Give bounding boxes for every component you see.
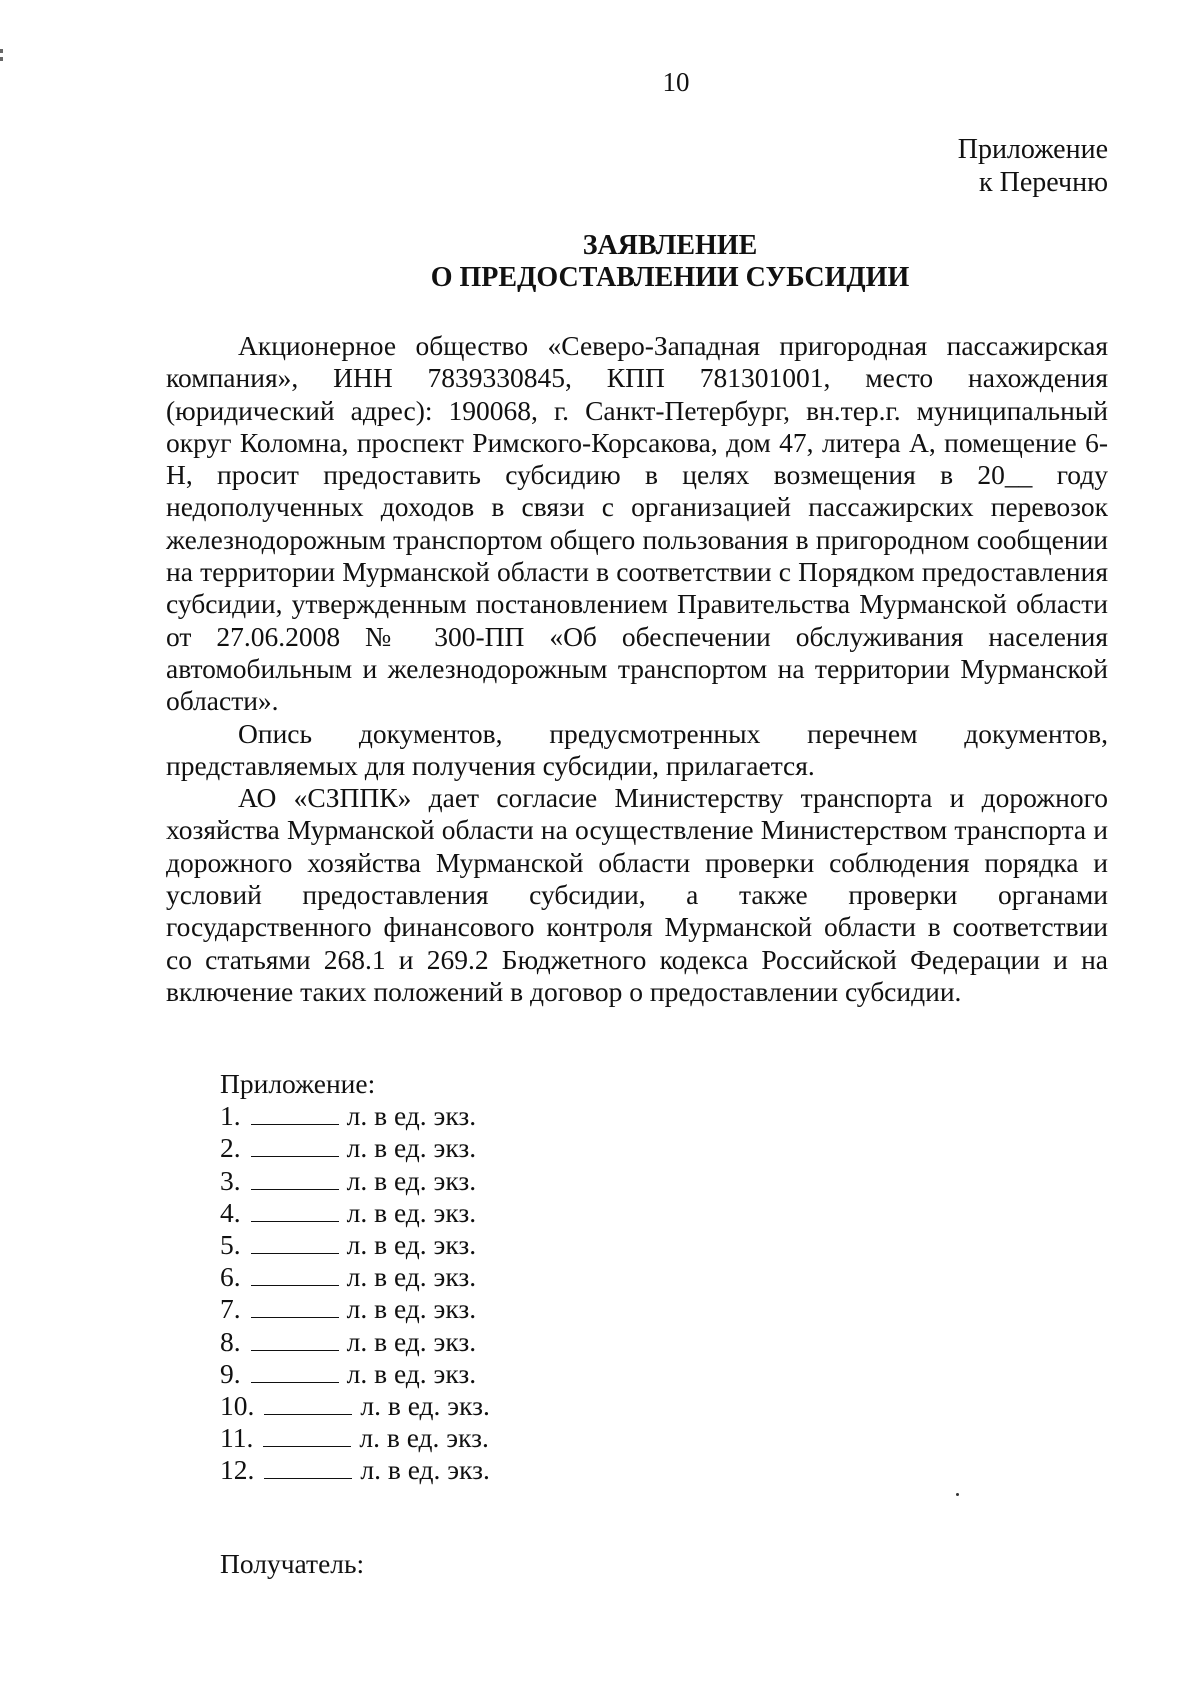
paragraph-applicant-request: Акционерное общество «Северо-Западная пригородная пассажирская компания», ИНН 7839330845, КПП 781301001, место нахождения (юридический адрес): 190068, г. Санкт-Петербург, вн.тер.г. муниципальный округ Коломна, проспект Римского-Корсакова, дом 47, литера А, помещение 6-Н, просит предоставить субсидию в целях возмещения в 20__ году недополученных доходов в связи с организацией пассажирских перевозок железнодорожным транспортом общего пользования в пригородном сообщении на территории Мурманской области в соответствии с Порядком предоставления субсидии, утвержденным постановлением Правительства Мурманской области от 27.06.2008 № 300-ПП «Об обеспечении обслуживания населения автомобильным и железнодорожным транспортом на территории Мурманской области». [166,330,1108,717]
attachment-suffix: л. в ед. экз. [346,1229,477,1261]
attachment-number: 4. [220,1196,241,1228]
recipient-label: Получатель: [220,1548,365,1579]
attachment-number: 3. [220,1164,241,1196]
appendix-reference-line-2: к Перечню [979,167,1108,198]
attachment-sheet-count-blank [251,1104,339,1125]
attachment-number: 10. [220,1390,255,1422]
attachment-suffix: л. в ед. экз. [346,1132,477,1164]
scan-edge-mark [0,49,3,53]
page-number: 10 [662,67,690,97]
attachment-sheet-count-blank [251,1233,339,1254]
attachment-number: 5. [220,1229,241,1261]
attachment-sheet-count-blank [251,1201,339,1222]
attachment-item [220,1229,490,1261]
attachment-item [220,1454,490,1486]
attachment-number: 7. [220,1293,241,1325]
attachment-suffix: л. в ед. экз. [346,1164,477,1196]
attachment-suffix: л. в ед. экз. [346,1293,477,1325]
attachments-list [220,1100,490,1486]
attachments-section [220,1068,490,1487]
paragraph-documents-inventory: Опись документов, предусмотренных перечнем документов, представляемых для получения субсидии, прилагается. [166,717,1108,781]
attachment-sheet-count-blank [251,1297,339,1318]
attachment-sheet-count-blank [264,1394,352,1415]
attachment-number: 6. [220,1261,241,1293]
attachment-sheet-count-blank [251,1136,339,1157]
attachment-item [220,1197,490,1229]
document-title-line-2: О ПРЕДОСТАВЛЕНИИ СУБСИДИИ [430,262,910,293]
attachment-sheet-count-blank [251,1330,339,1351]
appendix-reference [958,133,1108,199]
attachment-number: 1. [220,1100,241,1132]
document-title-line-1: ЗАЯВЛЕНИЕ [582,230,758,261]
attachment-number: 8. [220,1325,241,1357]
attachment-number: 12. [220,1454,255,1486]
attachment-item [220,1100,490,1132]
attachment-item [220,1132,490,1164]
attachment-suffix: л. в ед. экз. [346,1261,477,1293]
scan-edge-mark [0,57,3,61]
attachment-number: 2. [220,1132,241,1164]
attachment-sheet-count-blank [251,1362,339,1383]
document-title [0,230,1200,294]
attachment-suffix: л. в ед. экз. [346,1325,477,1357]
scan-speck [956,1493,959,1496]
attachment-item [220,1358,490,1390]
attachment-item [220,1261,490,1293]
attachment-item [220,1390,490,1422]
attachment-number: 11. [220,1422,254,1454]
attachment-sheet-count-blank [251,1265,339,1286]
attachments-heading: Приложение: [220,1068,376,1099]
attachment-suffix: л. в ед. экз. [359,1422,489,1454]
attachment-suffix: л. в ед. экз. [346,1357,477,1389]
attachment-suffix: л. в ед. экз. [360,1390,490,1422]
attachment-suffix: л. в ед. экз. [360,1454,490,1486]
attachment-sheet-count-blank [264,1458,352,1479]
paragraph-consent: АО «СЗППК» дает согласие Министерству транспорта и дорожного хозяйства Мурманской области на осуществление Министерством транспорта и дорожного хозяйства Мурманской области проверки соблюдения порядка и условий предоставления субсидии, а также проверки органами государственного финансового контроля Мурманской области в соответствии со статьями 268.1 и 269.2 Бюджетного кодекса Российской Федерации и на включение таких положений в договор о предоставлении субсидии. [166,782,1108,1007]
attachment-suffix: л. в ед. экз. [346,1196,477,1228]
attachment-suffix: л. в ед. экз. [346,1100,477,1132]
application-body [166,330,1108,1008]
appendix-reference-line-1: Приложение [957,134,1108,165]
attachment-sheet-count-blank [251,1169,339,1190]
attachment-sheet-count-blank [263,1426,351,1447]
attachment-number: 9. [220,1357,241,1389]
attachment-item [220,1326,490,1358]
attachment-item [220,1422,490,1454]
attachment-item [220,1165,490,1197]
attachment-item [220,1293,490,1325]
